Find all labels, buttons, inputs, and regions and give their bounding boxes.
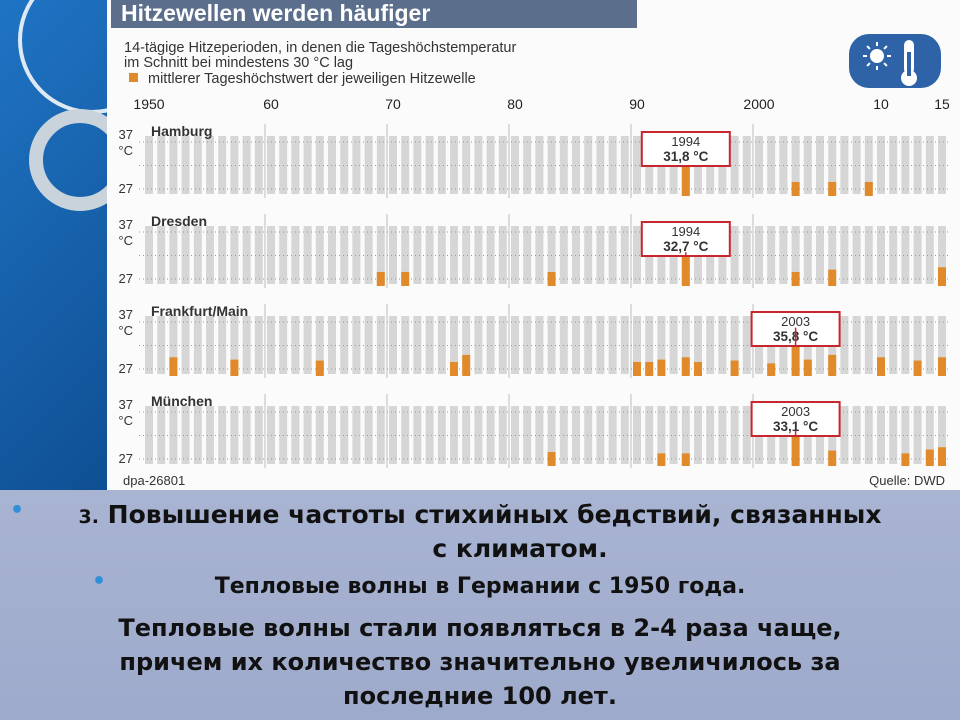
year-stripe — [670, 316, 678, 374]
heatwave-bar — [828, 355, 836, 376]
heatwave-bar — [792, 272, 800, 286]
source-dwd-label: Quelle: DWD — [869, 473, 945, 488]
body-line-3: последние 100 лет. — [343, 682, 617, 710]
x-tick-label: 1950 — [133, 96, 165, 112]
point-line-2: с климатом. — [432, 534, 608, 563]
highlight-year: 2003 — [781, 314, 811, 329]
heatwave-bar — [938, 357, 946, 376]
x-tick-label: 70 — [385, 96, 401, 112]
point-line-1 — [0, 500, 960, 529]
panel-name: Hamburg — [151, 123, 213, 139]
source-dpa-label: dpa-26801 — [123, 473, 186, 488]
point-text-line1: Повышение частоты стихийных бедствий, связанных — [107, 500, 882, 529]
heatwave-bar — [828, 182, 836, 196]
year-stripe — [426, 226, 434, 284]
highlight-value: 31,8 °C — [663, 149, 709, 164]
highlight-year: 1994 — [671, 224, 701, 239]
heatwave-bar — [462, 355, 470, 376]
heatwave-bar — [682, 252, 690, 286]
heatwave-bar — [804, 360, 812, 376]
x-tick-label: 15 — [934, 96, 950, 112]
year-stripe — [426, 136, 434, 194]
heatwave-bar — [914, 361, 922, 376]
year-stripe — [413, 406, 421, 464]
decorative-side-panel — [0, 0, 107, 490]
y-tick-label: °C — [118, 413, 133, 428]
heatwave-bar — [938, 267, 946, 286]
heatwave-bar — [548, 272, 556, 286]
heatwave-bar — [938, 447, 946, 466]
chart-subtitle-line2: im Schnitt bei mindestens 30 °C lag — [124, 55, 354, 71]
heatwave-bar — [682, 166, 690, 196]
heatwave-bar — [926, 450, 934, 466]
chart-subtitle-line1: 14-tägige Hitzeperioden, in denen die Tageshöchstemperatur — [124, 40, 517, 56]
y-tick-label: 37 — [118, 397, 133, 412]
year-stripe — [182, 226, 190, 284]
year-stripe — [426, 406, 434, 464]
chart-title: Hitzewellen werden häufiger — [121, 0, 431, 26]
year-stripe — [914, 136, 922, 194]
sub-heading: Тепловые волны в Германии с 1950 года. — [214, 574, 746, 599]
year-stripe — [413, 316, 421, 374]
highlight-year: 1994 — [671, 134, 701, 149]
heatwave-bar — [682, 357, 690, 376]
y-tick-label: °C — [118, 323, 133, 338]
year-stripe — [914, 226, 922, 284]
y-tick-label: 27 — [118, 271, 133, 286]
heatwave-bar — [548, 452, 556, 466]
x-tick-label: 10 — [873, 96, 889, 112]
x-tick-label: 90 — [629, 96, 645, 112]
legend-swatch — [129, 73, 138, 82]
heatwave-bar — [865, 182, 873, 196]
sub-bullet-icon: • — [92, 569, 107, 594]
heatwave-bar — [401, 272, 409, 286]
year-stripe — [914, 406, 922, 464]
heatwave-bar — [694, 362, 702, 376]
thermometer-icon — [849, 34, 941, 88]
highlight-year: 2003 — [781, 404, 811, 419]
heatwave-bar — [682, 453, 690, 466]
panel-name: München — [151, 393, 213, 409]
highlight-value: 32,7 °C — [663, 239, 709, 254]
year-stripe — [670, 406, 678, 464]
heatwave-bar — [633, 362, 641, 376]
heatwave-chart-card — [107, 0, 960, 490]
year-stripe — [182, 136, 190, 194]
heatwave-bar — [657, 453, 665, 466]
y-tick-label: °C — [118, 143, 133, 158]
y-tick-label: 27 — [118, 361, 133, 376]
heatwave-bar — [828, 451, 836, 466]
sun-icon — [870, 49, 884, 63]
year-stripe — [182, 406, 190, 464]
slide-text-area — [0, 490, 960, 720]
decorative-ring-top — [20, 0, 107, 112]
year-stripe — [182, 316, 190, 374]
y-tick-label: 27 — [118, 181, 133, 196]
x-tick-label: 2000 — [743, 96, 775, 112]
x-tick-label: 80 — [507, 96, 523, 112]
y-tick-label: 37 — [118, 127, 133, 142]
highlight-value: 35,8 °C — [773, 329, 819, 344]
decorative-rings — [0, 0, 107, 490]
point-number: 3. — [78, 506, 99, 528]
panel-name: Dresden — [151, 213, 208, 229]
y-tick-label: 37 — [118, 307, 133, 322]
year-stripe — [901, 136, 909, 194]
year-stripe — [413, 136, 421, 194]
y-tick-label: °C — [118, 233, 133, 248]
heatwave-bar — [767, 363, 775, 376]
year-stripe — [413, 226, 421, 284]
heatwave-bar — [316, 361, 324, 376]
year-stripe — [169, 226, 177, 284]
year-stripe — [169, 406, 177, 464]
decorative-ring-bottom — [36, 116, 107, 204]
icon-badge — [849, 34, 941, 88]
legend-label: mittlerer Tageshöchstwert der jeweiligen Hitzewelle — [148, 71, 476, 87]
bullet-icon: • — [10, 498, 25, 523]
x-tick-label: 60 — [263, 96, 279, 112]
heatwave-bar — [450, 362, 458, 376]
heatwave-bar — [731, 361, 739, 376]
year-stripe — [901, 226, 909, 284]
heatwave-bar — [901, 453, 909, 466]
heatwave-bar — [230, 360, 238, 376]
thermometer-mercury — [907, 52, 911, 76]
heatwave-bar — [169, 357, 177, 376]
y-tick-label: 37 — [118, 217, 133, 232]
panel-name: Frankfurt/Main — [151, 303, 249, 319]
heatwave-bar — [877, 357, 885, 376]
heatwave-bar — [645, 362, 653, 376]
body-line-1: Тепловые волны стали появляться в 2-4 раза чаще, — [118, 614, 842, 642]
body-line-2: причем их количество значительно увеличилось за — [119, 648, 841, 676]
year-stripe — [169, 136, 177, 194]
year-stripe — [426, 316, 434, 374]
heatwave-chart — [107, 0, 960, 490]
y-tick-label: 27 — [118, 451, 133, 466]
heatwave-bar — [792, 182, 800, 196]
heatwave-bar — [657, 360, 665, 376]
highlight-value: 33,1 °C — [773, 419, 819, 434]
heatwave-bar — [377, 272, 385, 286]
year-stripe — [901, 316, 909, 374]
heatwave-bar — [828, 270, 836, 286]
